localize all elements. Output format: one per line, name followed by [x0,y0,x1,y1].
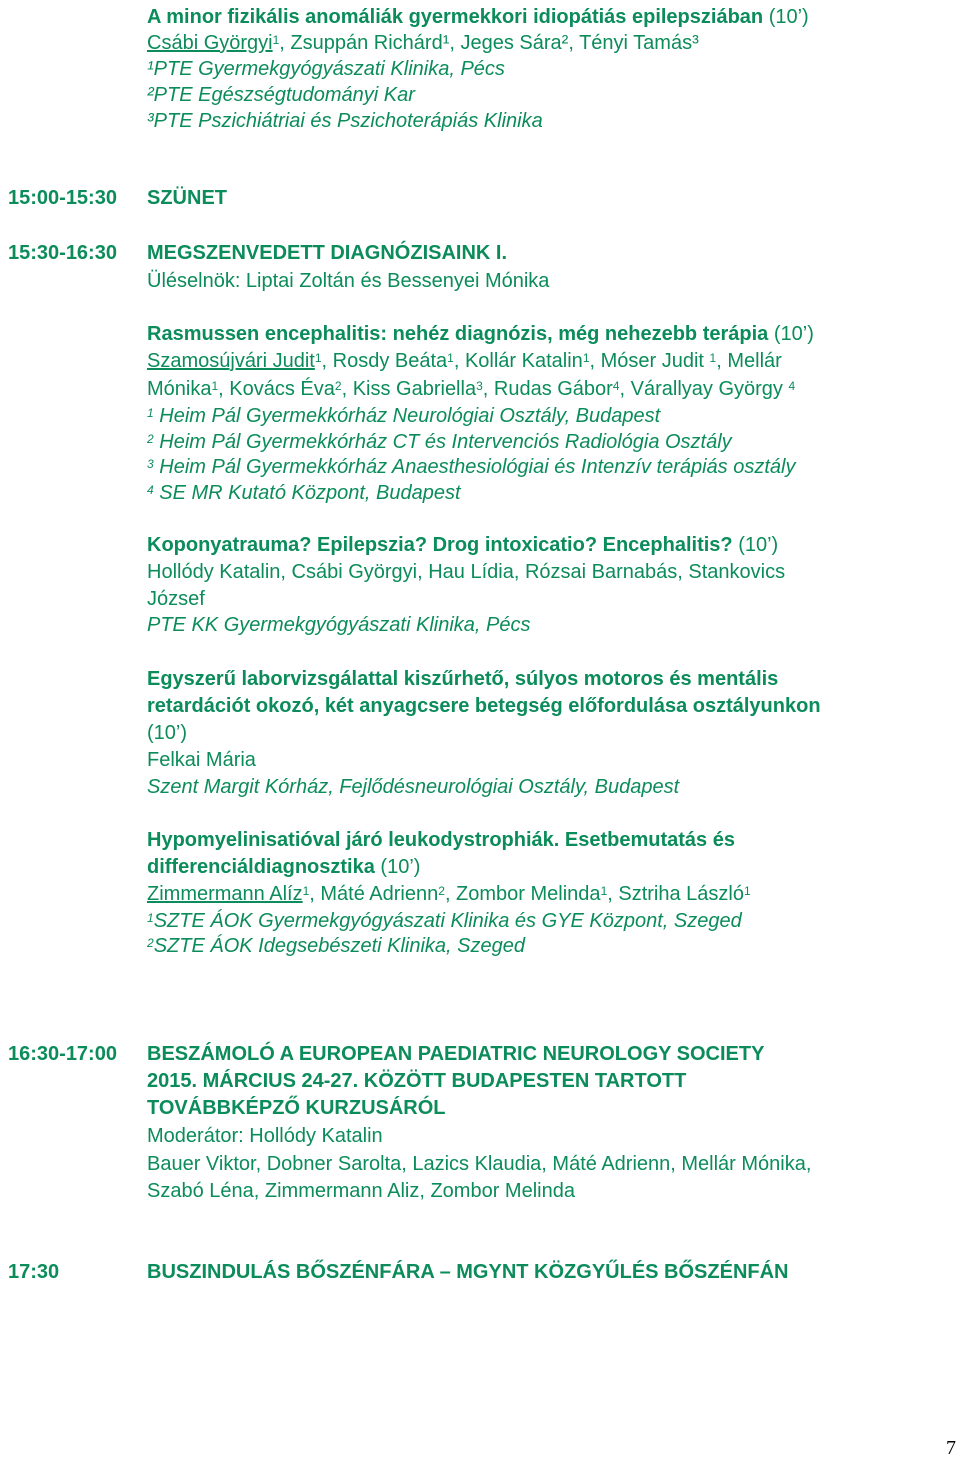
session-time: 17:30 [8,1261,60,1283]
session-time: 16:30-17:00 [8,1043,117,1065]
session-title: 2015. MÁRCIUS 24-27. KÖZÖTT BUDAPESTEN TARTOTT [147,1070,687,1092]
talk-title: Rasmussen encephalitis: nehéz diagnózis, még nehezebb terápia (10’) [147,323,814,345]
talk-authors: Szamosújvári Judit$^1$, Rosdy Beáta$^1$, Kollár Katalin$^1$, Móser Judit $^1$, Mellár [147,350,782,372]
talk-authors: Csábi Györgyi$^1$, Zsuppán Richárd¹, Jeges Sára², Tényi Tamás³ [147,32,699,54]
affiliation: PTE KK Gyermekgyógyászati Klinika, Pécs [147,614,531,636]
affiliation: ²PTE Egészségtudományi Kar [147,84,415,106]
session-time: 15:00-15:30 [8,187,117,209]
session-chairs: Üléselnök: Liptai Zoltán és Bessenyei Mónika [147,270,550,292]
talk-title: differenciáldiagnosztika (10’) [147,856,421,878]
talk-title: Koponyatrauma? Epilepszia? Drog intoxicatio? Encephalitis? (10’) [147,534,779,556]
affiliation: ¹PTE Gyermekgyógyászati Klinika, Pécs [147,58,505,80]
session-title: MEGSZENVEDETT DIAGNÓZISAINK I. [147,242,508,264]
affiliation: Szent Margit Kórház, Fejlődésneurológiai Osztály, Budapest [147,776,680,798]
session-title: BESZÁMOLÓ A EUROPEAN PAEDIATRIC NEUROLOGY SOCIETY [147,1043,765,1065]
talk-authors: Zimmermann Alíz$^1$, Máté Adrienn$^2$, Zombor Melinda$^1$, Sztriha László$^1$ [147,883,751,905]
session-moderator: Moderátor: Hollódy Katalin [147,1125,383,1147]
talk-title: Hypomyelinisatióval járó leukodystrophiák. Esetbemutatás és [147,829,735,851]
talk-title: retardációt okozó, két anyagcsere betegség előfordulása osztályunkon [147,695,821,717]
affiliation: $^2$ Heim Pál Gyermekkórház CT és Intervenciós Radiológia Osztály [147,431,732,453]
talk-authors: Hollódy Katalin, Csábi Györgyi, Hau Lídia, Rózsai Barnabás, Stankovics [147,561,786,583]
talk-duration: (10’) [147,722,188,744]
talk-title: A minor fizikális anomáliák gyermekkori idiopátiás epilepsziában (10’) [147,6,809,28]
session-speakers: Szabó Léna, Zimmermann Aliz, Zombor Melinda [147,1180,575,1202]
talk-authors: József [147,588,205,610]
session-title: BUSZINDULÁS BŐSZÉNFÁRA – MGYNT KÖZGYŰLÉS BŐSZÉNFÁN [147,1261,789,1283]
affiliation: $^1$SZTE ÁOK Gyermekgyógyászati Klinika és GYE Központ, Szeged [147,910,742,932]
session-title: SZÜNET [147,187,227,209]
talk-authors: Felkai Mária [147,749,256,771]
affiliation: $^3$ Heim Pál Gyermekkórház Anaesthesiológiai és Intenzív terápiás osztály [147,456,796,478]
affiliation: ³PTE Pszichiátriai és Pszichoterápiás Klinika [147,110,543,132]
affiliation: $^4$ SE MR Kutató Központ, Budapest [147,482,461,504]
talk-authors: Mónika$^1$, Kovács Éva$^2$, Kiss Gabriella$^3$, Rudas Gábor$^4$, Várallyay György $^4$ [147,378,796,400]
affiliation: $^1$ Heim Pál Gyermekkórház Neurológiai Osztály, Budapest [147,405,661,427]
talk-title: Egyszerű laborvizsgálattal kiszűrhető, súlyos motoros és mentális [147,668,779,690]
affiliation: $^2$SZTE ÁOK Idegsebészeti Klinika, Szeged [147,935,525,957]
page-number: 7 [946,1437,956,1459]
session-title: TOVÁBBKÉPZŐ KURZUSÁRÓL [147,1097,446,1119]
session-speakers: Bauer Viktor, Dobner Sarolta, Lazics Klaudia, Máté Adrienn, Mellár Mónika, [147,1153,812,1175]
session-time: 15:30-16:30 [8,242,117,264]
